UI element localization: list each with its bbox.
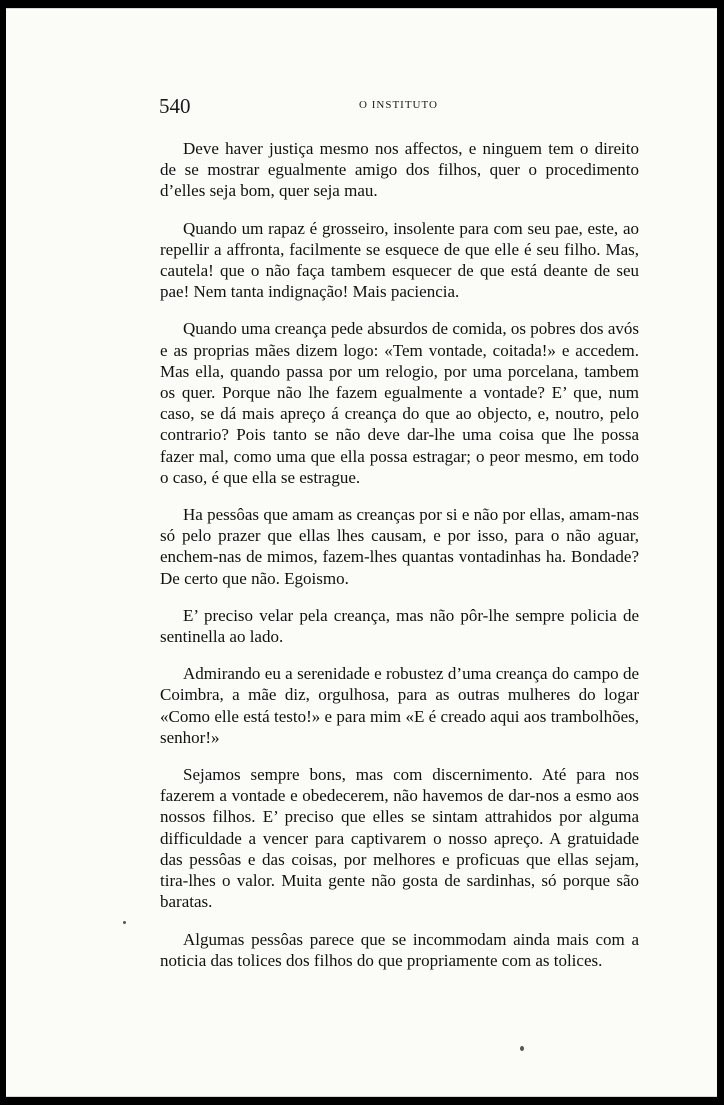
paragraph: Ha pessôas que amam as creanças por si e não por ellas, amam-nas só pelo prazer que ellas lhes causam, e por isso, para o não aguar, enchem-nas de mimos, fazem-lhes quantas vontadinhas ha. Bondade? De certo que não. Egoismo. xyxy=(160,505,639,588)
running-title: O INSTITUTO xyxy=(359,99,438,111)
page-body xyxy=(160,138,639,971)
paragraph: Algumas pessôas parece que se incommodam ainda mais com a noticia das tolices dos filhos do que propriamente com as tolices. xyxy=(160,929,639,970)
paragraph: Deve haver justiça mesmo nos affectos, e ninguem tem o direito de se mostrar egualmente amigo dos filhos, quer o procedimento d’elles seja bom, quer seja mau. xyxy=(160,139,639,201)
page-header xyxy=(159,94,638,118)
book-page xyxy=(6,8,717,1097)
paragraph: Quando uma creança pede absurdos de comida, os pobres dos avós e as proprias mães dizem logo: «Tem vontade, coitada!» e accedem. Mas ella, quando passa por um relogio, por uma porcelana, tambem os quer. Porque não lhe fazem egualmente a vontade? E’ que, num caso, se dá mais apreço á creança do que ao objecto, e, noutro, pelo contrario? Pois tanto se não deve dar-lhe uma coisa que lhe possa fazer mal, como uma que ella possa estragar; o peor mesmo, em todo o caso, é que ella se estrague. xyxy=(160,319,639,487)
paragraph: Quando um rapaz é grosseiro, insolente para com seu pae, este, ao repellir a affronta, facilmente se esquece de que elle é seu filho. Mas, cautela! que o não faça tambem esquecer de que está deante de seu pae! Nem tanta indignação! Mais paciencia. xyxy=(160,218,639,302)
page-top-border xyxy=(6,8,717,9)
print-speck xyxy=(520,1046,524,1051)
page-number: 540 xyxy=(159,94,191,118)
page-bottom-border xyxy=(6,1096,717,1097)
paragraph: Sejamos sempre bons, mas com discernimento. Até para nos fazerem a vontade e obedecerem, não havemos de dar-nos a esmo aos nossos filhos. E’ preciso que elles se sintam attrahidos por alguma difficuldade a vencer para captivarem o nosso apreço. A gratuidade das pessôas e das coisas, por melhores e proficuas que ellas sejam, tira-lhes o valor. Muita gente não gosta de sardinhas, só porque são baratas. xyxy=(160,765,639,912)
paragraph: Admirando eu a serenidade e robustez d’uma creança do campo de Coimbra, a mãe diz, orgulhosa, para as outras mulheres do logar «Como elle está testo!» e para mim «E é creado aqui aos trambolhões, senhor!» xyxy=(160,664,639,747)
paragraph: E’ preciso velar pela creança, mas não pôr-lhe sempre policia de sentinella ao lado. xyxy=(160,605,639,647)
print-speck xyxy=(123,921,126,924)
